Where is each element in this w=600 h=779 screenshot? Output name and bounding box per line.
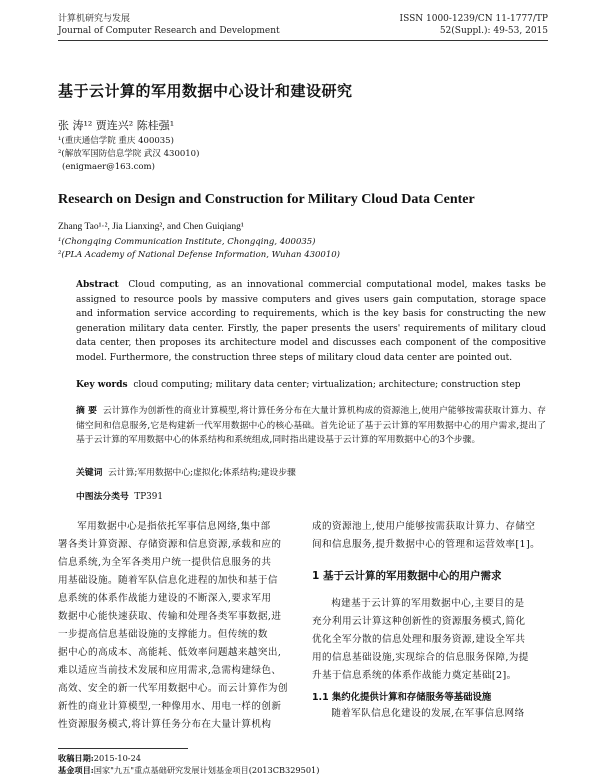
affiliation-cn-2: ²(解放军国防信息学院 武汉 430010) (58, 149, 200, 159)
subsection-1-1-title: 1.1 集约化提供计算和存储服务等基础设施 (312, 692, 492, 703)
abstract-cn-label: 摘 要 (76, 406, 98, 416)
abstract-en-text: Cloud computing, as an innovational commercial computational model, makes tasks be assigned to resource pools by massive computers and gives users gain computation, storage space and information service according to requirements, which is the key basis for constructing the new generation military data center. Firstly, the paper presents the users' requirements of military cloud data center, then proposes its architecture model and discusses each component of the compositive model. Furthermore, the construction three steps of military cloud data center are pointed out. (76, 280, 546, 363)
fund-label: 基金项目: (58, 765, 94, 775)
body-line: 数据中心能快速获取、传输和处理各类军事数据,进 (58, 611, 282, 622)
keywords-cn-label: 关键词 (76, 468, 103, 478)
body-right-column (312, 518, 550, 723)
received-value: 2015-10-24 (93, 753, 141, 763)
body-line: 军用数据中心是指依托军事信息网络,集中部 (77, 521, 271, 532)
affiliation-en-2: ²(PLA Academy of National Defense Information, Wuhan 430010) (58, 250, 340, 260)
body-line: 信息系统,为全军各类用户统一提供信息服务的共 (58, 557, 272, 568)
title-cn: 基于云计算的军用数据中心设计和建设研究 (58, 82, 353, 100)
keywords-en-text: cloud computing; military data center; virtualization; architecture; construction step (133, 380, 521, 390)
abstract-en-label: Abstract (76, 280, 119, 290)
affiliation-cn-1: ¹(重庆通信学院 重庆 400035) (58, 136, 174, 146)
received-label: 收稿日期: (58, 753, 94, 763)
body-line: 优化全军分散的信息处理和服务资源,建设全军共 (312, 634, 526, 645)
body-line: 一步提高信息基础设施的支撑能力。但传统的数 (58, 629, 268, 640)
body-line: 性资源服务模式,将计算任务分布在大量计算机构 (58, 719, 272, 730)
header-rule (58, 40, 548, 41)
authors-en: Zhang Tao¹·², Jia Lianxing², and Chen Guiqiang¹ (58, 222, 244, 232)
author-email: (enigmaer@163.com) (62, 162, 155, 172)
section-1-title: 1 基于云计算的军用数据中心的用户需求 (312, 570, 502, 582)
body-line: 高效、安全的新一代军用数据中心。而云计算作为创 (58, 683, 288, 694)
body-line: 据中心的高成本、高能耗、低效率问题越来越突出, (58, 647, 282, 658)
issue-info: 52(Suppl.): 49-53, 2015 (439, 26, 548, 36)
fund-value: 国家"九五"重点基础研究发展计划基金项目(2013CB329501) (93, 765, 320, 775)
body-line: 署各类计算资源、存储资源和信息资源,承载和应的 (58, 539, 282, 550)
body-line: 难以适应当前技术发展和应用需求,急需构建绿色、 (58, 665, 282, 676)
body-line: 成的资源池上,使用户能够按需获取计算力、存储空 (312, 521, 536, 532)
body-line: 构建基于云计算的军用数据中心,主要目的是 (331, 598, 525, 609)
classification-value: TP391 (134, 492, 163, 502)
journal-name-en: Journal of Computer Research and Development (58, 26, 280, 36)
classification-label: 中图法分类号 (76, 492, 129, 502)
abstract-en (76, 278, 546, 365)
keywords-en-label: Key words (76, 380, 128, 390)
keywords-cn (76, 466, 546, 481)
body-line: 间和信息服务,提升数据中心的管理和运营效率[1]。 (312, 539, 541, 550)
body-line: 用基础设施。随着军队信息化进程的加快和基于信 (58, 575, 278, 586)
body-left-column (58, 518, 298, 734)
authors-cn: 张 涛¹² 贾连兴² 陈桂强¹ (58, 119, 175, 132)
body-line: 充分利用云计算这种创新性的资源服务模式,简化 (312, 616, 526, 627)
body-line: 息系统的体系作战能力建设的不断深入,要求军用 (58, 593, 272, 604)
journal-name-cn: 计算机研究与发展 (58, 14, 131, 24)
affiliation-en-1: ¹(Chongqing Communication Institute, Chongqing, 400035) (58, 237, 316, 247)
body-line: 新性的商业计算模型,一种像用水、用电一样的创新 (58, 701, 282, 712)
title-en: Research on Design and Construction for Military Cloud Data Center (58, 192, 475, 207)
abstract-cn (76, 404, 546, 448)
fund-info (58, 764, 548, 777)
issn: ISSN 1000-1239/CN 11-1777/TP (399, 14, 548, 24)
body-line: 随着军队信息化建设的发展,在军事信息网络 (331, 708, 525, 719)
keywords-cn-text: 云计算;军用数据中心;虚拟化;体系结构;建设步骤 (108, 468, 296, 478)
body-line: 升基于信息系统的体系作战能力奠定基础[2]。 (312, 670, 517, 681)
body-line: 用的信息基础设施,实现综合的信息服务保障,为提 (312, 652, 529, 663)
footnote-rule (58, 748, 188, 749)
abstract-cn-text: 云计算作为创新性的商业计算模型,将计算任务分布在大量计算机构成的资源池上,使用户能够按需获取计算力、存储空间和信息服务,它是构建新一代军用数据中心的核心基础。首先论证了基于云计算的军用数据中心的用户需求,提出了基于云计算的军用数据中心的体系结构和系统组成,同时指出建设基于云计算的军用数据中心的3个步骤。 (76, 406, 546, 445)
keywords-en (76, 378, 546, 393)
classification (76, 490, 546, 505)
